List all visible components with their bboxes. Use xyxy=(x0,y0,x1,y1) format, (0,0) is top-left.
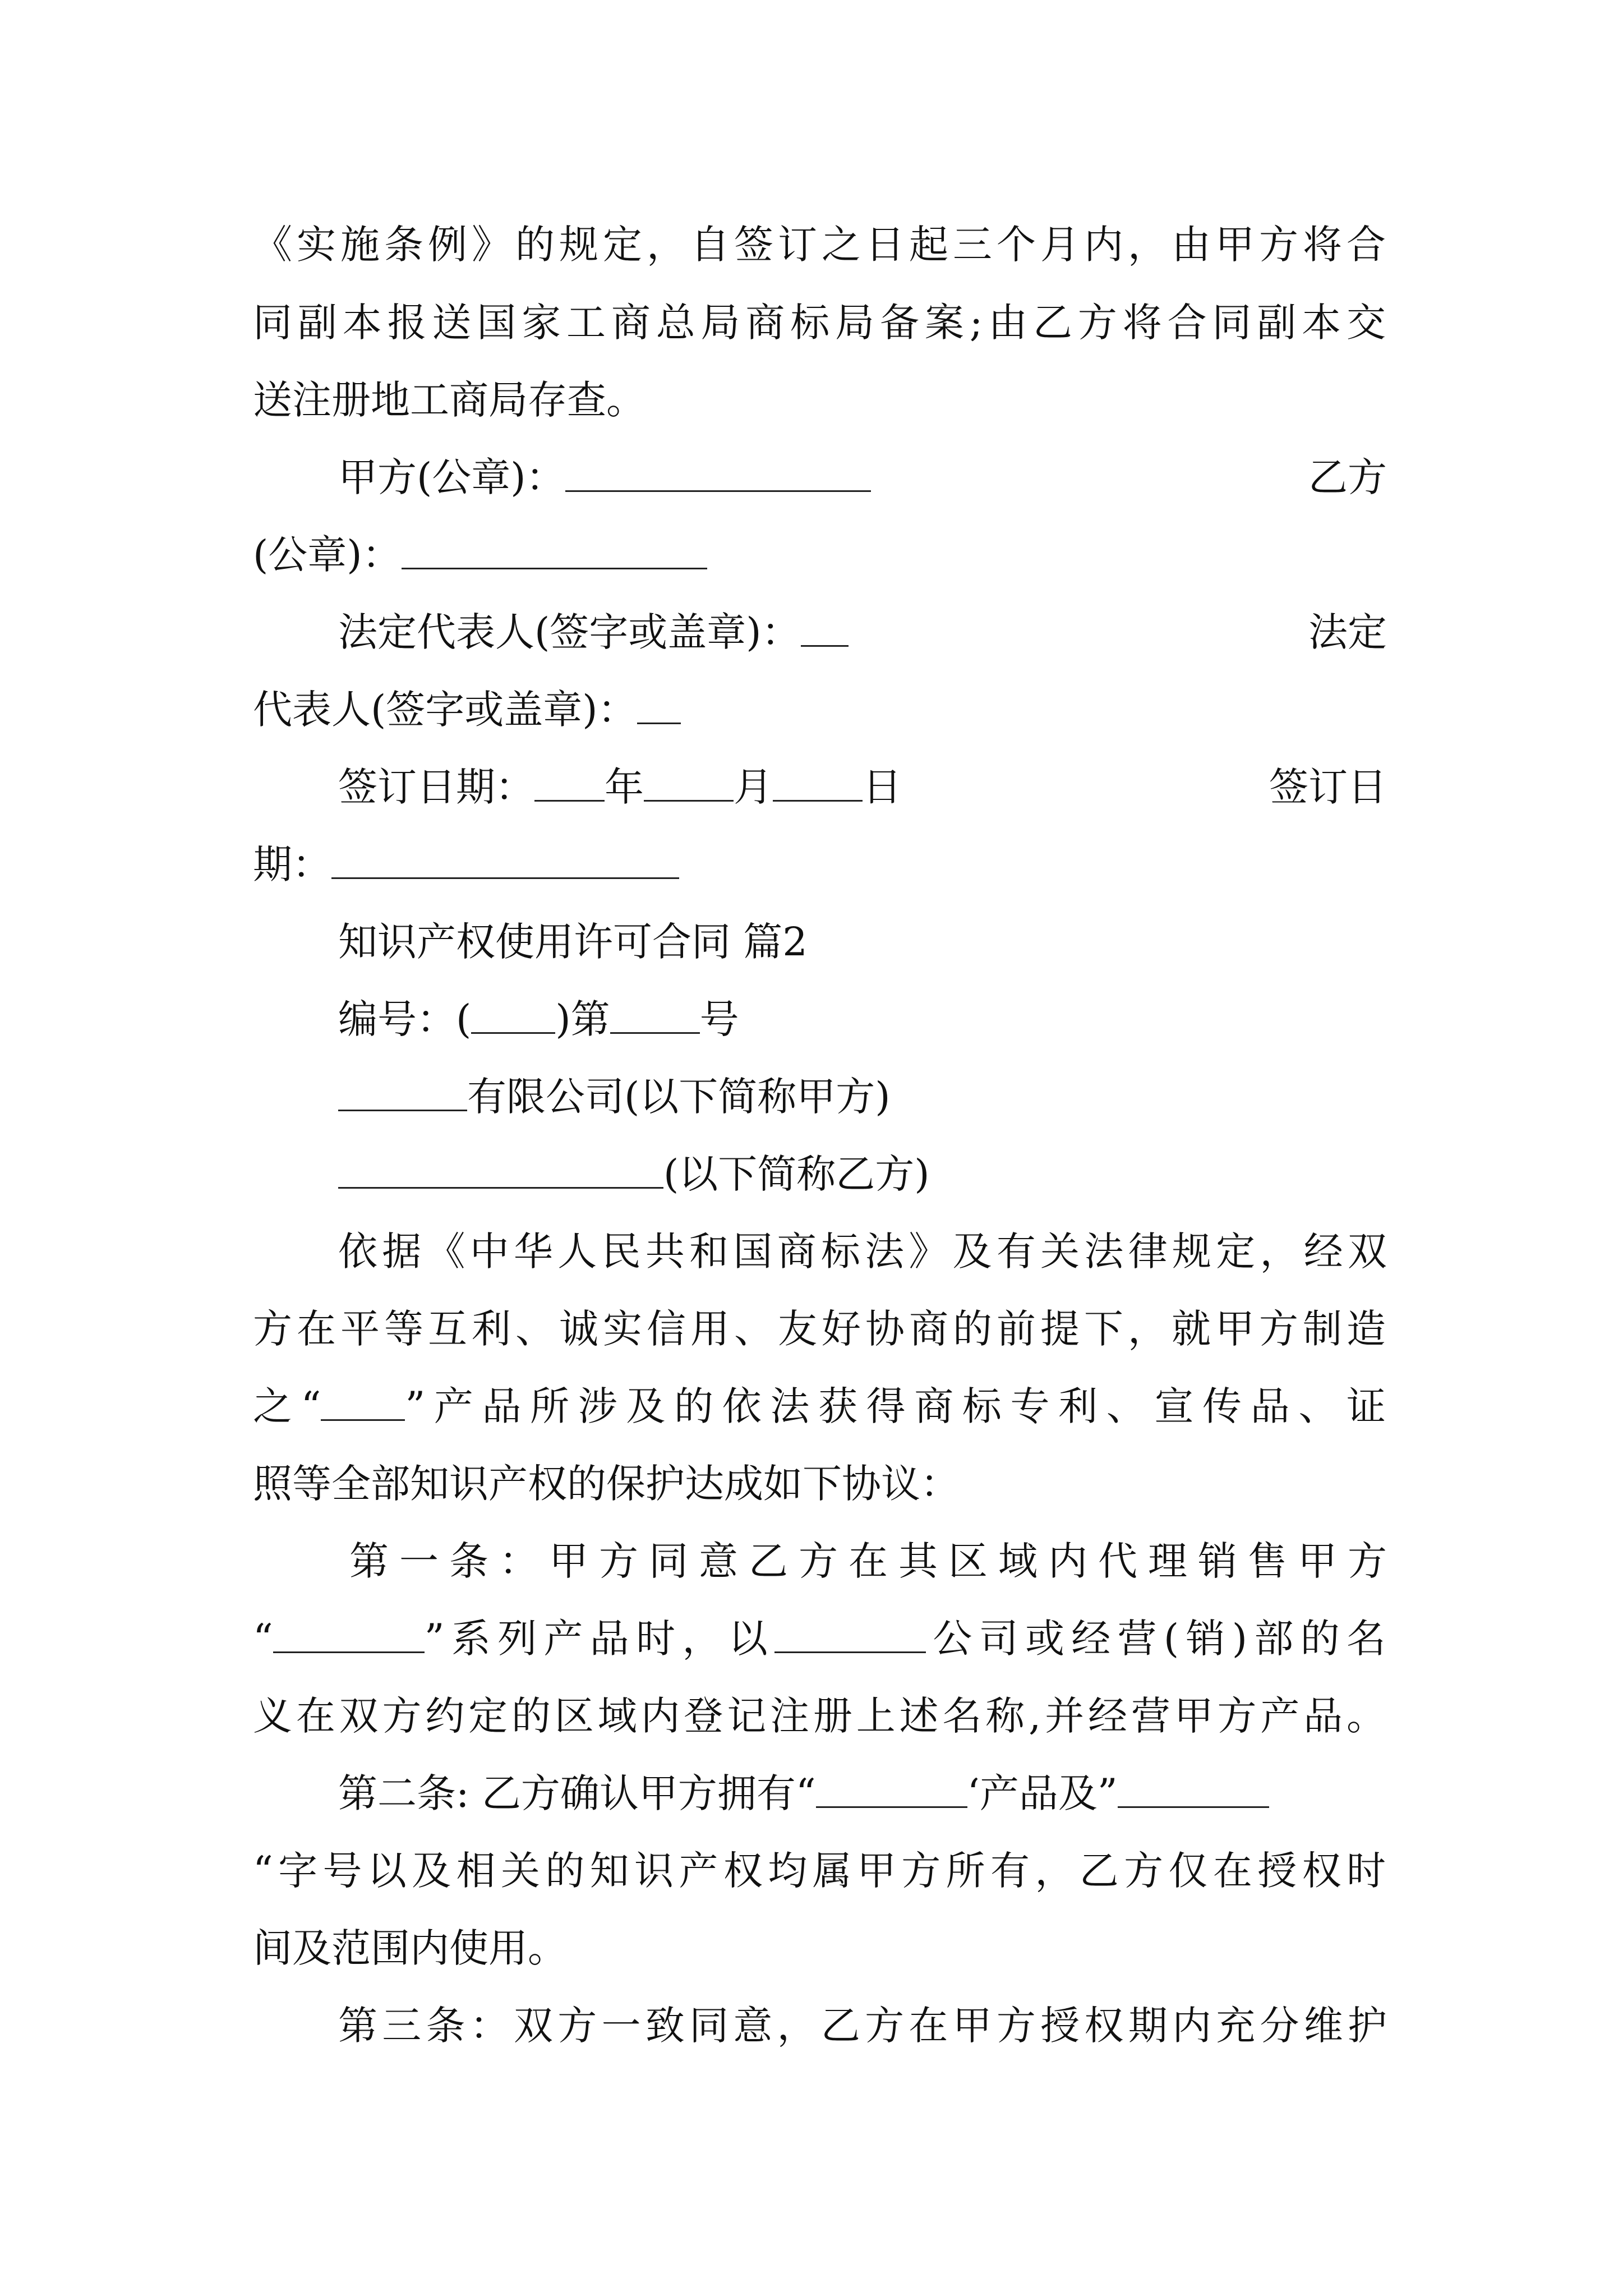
text-segment: “ xyxy=(253,1616,273,1662)
number-end: 号 xyxy=(699,996,739,1042)
number-label: 编号：( xyxy=(338,996,472,1042)
signature-party-line-cont xyxy=(253,516,1386,594)
month-label: 月 xyxy=(734,764,773,810)
sign-date-label-b: 签订日 xyxy=(1269,764,1387,810)
article-2-line xyxy=(338,1754,1387,1833)
trade-name-blank xyxy=(1118,1773,1269,1808)
paragraph-line xyxy=(253,1367,1386,1446)
sign-date-label-b-cont: 期： xyxy=(253,841,331,887)
product-blank xyxy=(816,1773,967,1808)
party-a-designation: 有限公司(以下简称甲方) xyxy=(467,1074,891,1120)
party-b-line xyxy=(338,1135,1387,1213)
party-a-line xyxy=(338,1057,1387,1136)
number-mid: )第 xyxy=(555,996,610,1042)
number-blank xyxy=(471,999,555,1034)
text-segment: ‘产品及” xyxy=(967,1770,1118,1816)
text-segment: 第二条: 乙方确认甲方拥有“ xyxy=(338,1770,816,1816)
text-segment: 公司或经营(销)部的名 xyxy=(926,1616,1386,1662)
company-blank xyxy=(338,1153,663,1189)
date-blank xyxy=(331,844,679,879)
party-b-representative-label-cont: 代表人(签字或盖章)： xyxy=(253,687,637,733)
sign-date-label: 签订日期： xyxy=(338,764,534,810)
signature-blank xyxy=(801,611,849,647)
article-2-line: 间及范围内使用。 xyxy=(253,1925,567,1971)
company-blank xyxy=(338,1076,467,1111)
signature-party-line xyxy=(338,438,1387,517)
party-b-designation: (以下简称乙方) xyxy=(663,1151,930,1197)
product-blank xyxy=(273,1618,425,1653)
article-1-line: 义在双方约定的区域内登记注册上述名称,并经营甲方产品。 xyxy=(253,1693,1386,1739)
product-blank xyxy=(321,1386,405,1421)
text-segment: ”产品所涉及的依法获得商标专利、宣传品、证 xyxy=(405,1383,1386,1429)
year-label: 年 xyxy=(605,764,644,810)
text-segment: ”系列产品时，以 xyxy=(424,1616,775,1662)
signature-blank xyxy=(402,534,707,569)
representative-line-cont xyxy=(253,670,1386,749)
paragraph-line: 照等全部知识产权的保护达成如下协议： xyxy=(253,1461,960,1507)
party-b-seal-label: 乙方 xyxy=(1308,454,1387,500)
company-blank xyxy=(774,1618,926,1653)
article-3-line: 第三条：双方一致同意，乙方在甲方授权期内充分维护 xyxy=(338,2003,1387,2049)
signature-blank xyxy=(565,457,871,492)
article-1-line xyxy=(253,1599,1386,1678)
paragraph-line: 方在平等互利、诚实信用、友好协商的前提下，就甲方制造 xyxy=(253,1306,1386,1352)
representative-line xyxy=(338,593,1387,671)
number-blank xyxy=(610,999,700,1034)
sign-date-line xyxy=(338,748,1387,826)
paragraph-line: 同副本报送国家工商总局商标局备案;由乙方将合同副本交 xyxy=(253,300,1386,346)
date-blank xyxy=(773,766,863,802)
party-a-representative-label: 法定代表人(签字或盖章)： xyxy=(338,609,801,655)
day-label: 日 xyxy=(863,764,902,810)
signature-blank xyxy=(637,689,681,724)
party-b-representative-label: 法定 xyxy=(1308,609,1387,655)
contract-number xyxy=(338,980,1387,1059)
party-a-seal-label: 甲方(公章)： xyxy=(338,454,565,500)
contract-title: 知识产权使用许可合同 篇2 xyxy=(338,919,808,965)
date-blank xyxy=(644,766,734,802)
text-segment: 之“ xyxy=(253,1383,321,1429)
article-1-line: 第一条：甲方同意乙方在其区域内代理销售甲方 xyxy=(349,1538,1387,1584)
article-2-line: “字号以及相关的知识产权均属甲方所有，乙方仅在授权时 xyxy=(253,1848,1386,1894)
party-b-seal-label-cont: (公章)： xyxy=(253,532,402,578)
paragraph-line: 送注册地工商局存查。 xyxy=(253,377,645,423)
sign-date-line-cont xyxy=(253,825,1386,904)
date-blank xyxy=(534,766,605,802)
paragraph-line: 《实施条例》的规定，自签订之日起三个月内，由甲方将合 xyxy=(253,222,1386,268)
paragraph-line: 依据《中华人民共和国商标法》及有关法律规定，经双 xyxy=(338,1228,1387,1274)
